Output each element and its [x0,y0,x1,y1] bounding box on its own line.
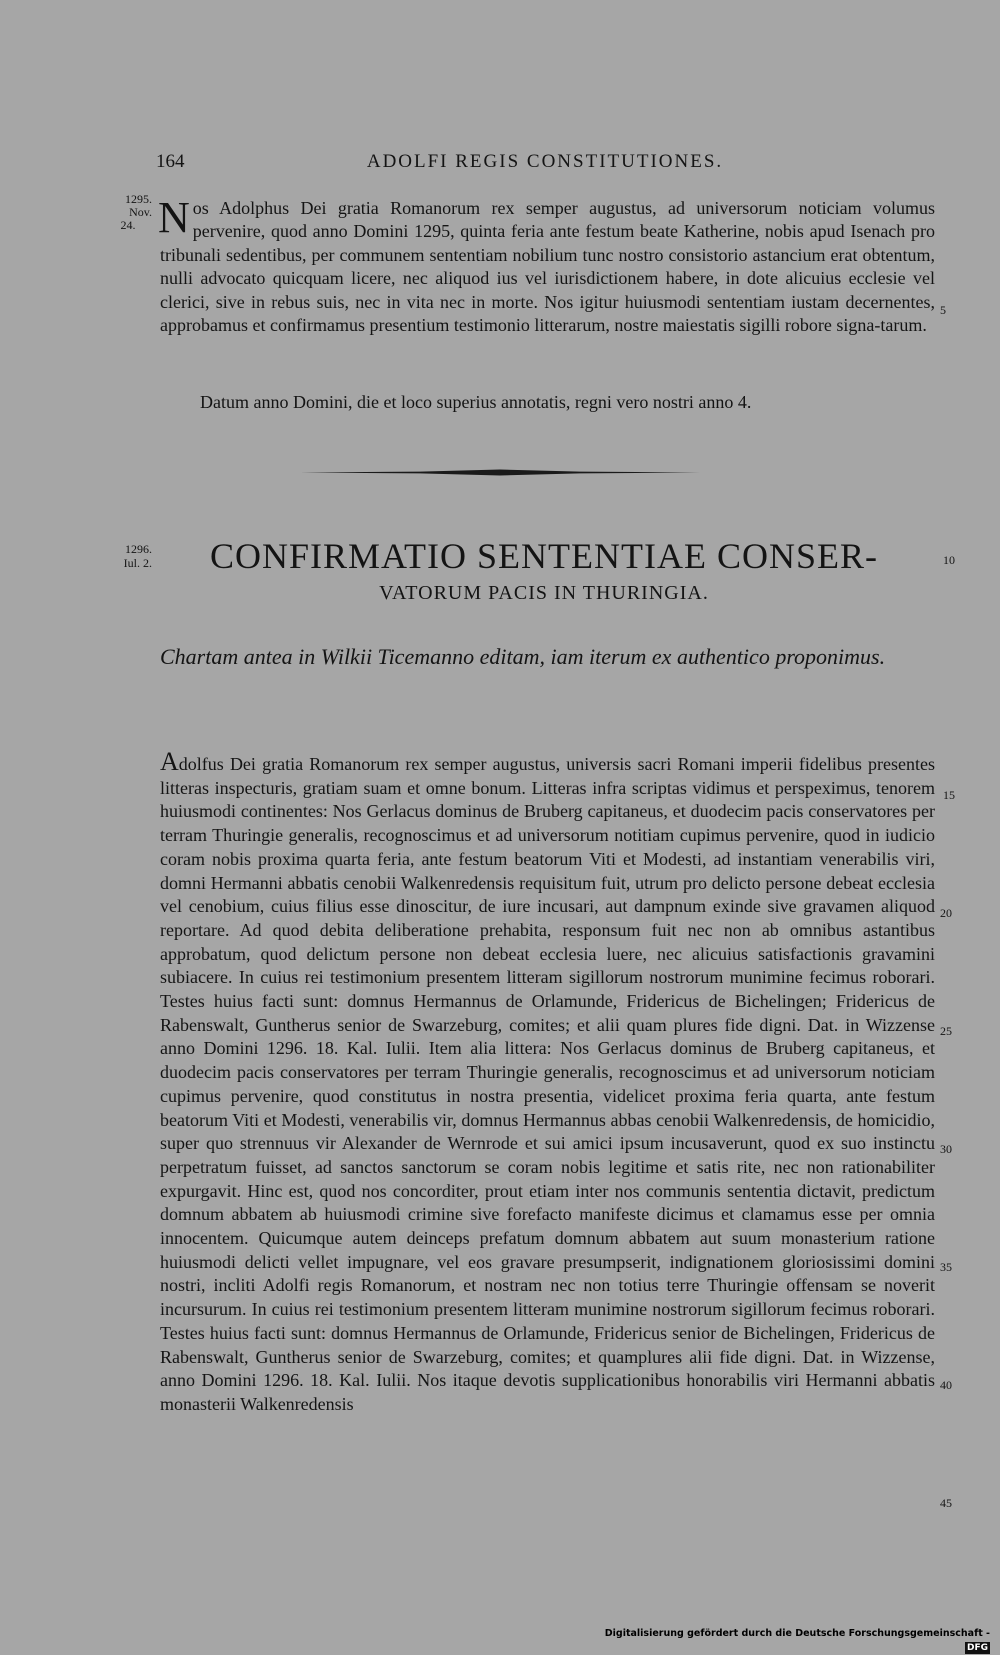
datum-line: Datum anno Domini, die et loco superius annotatis, regni vero nostri anno 4. [200,392,752,412]
line-number-35: 35 [940,1260,952,1274]
page-number: 164 [156,151,185,172]
line-number-5: 5 [940,303,946,317]
margin-year-1295: 1295. [125,192,152,206]
section-divider [300,469,700,476]
initial-a: A [160,747,179,776]
line-number-25: 25 [940,1024,952,1038]
charter-body: dolfus Dei gratia Romanorum rex semper augustus, universis sacri Romani imperii fidelibus presentes litteras inspecturis, gratiam suam et omne bonum. Litteras infra scriptas vidimus et perspeximus, tenorem huiusmodi continentes: Nos Gerlacus dominus de Bruberg capitaneus, et duodecim pacis conservatores per terram Thuringie generalis, recognoscimus et ad universorum notitiam cupimus pervenire, quod in iudicio coram nobis proxima quarta feria, ante festum beatorum Viti et Modesti, ad instantiam venerabilis viri, domni Hermanni abbatis cenobii Walkenredensis requisitum fuit, utrum pro delicto persone debeat ecclesia vel cenobium, cuius filius esse dinoscitur, de iure incusari, aut dampnum exinde sive gravamen aliquod reportare. Ad quod debita deliberatione prehabita, responsum fuit nec non ab omnibus astantibus approbatum, quod delictum persone non debeat ecclesia luere, nec alicuius satisfactionis gravamini subiacere. In cuius rei testimonium presentem litteram sigillorum nostrorum munimine fecimus roborari. Testes huius facti sunt: domnus Hermannus de Orlamunde, Fridericus de Bichelingen; Fridericus de Rabenswalt, Guntherus senior de Swarzeburg, comites; et alii quam plures fide digni. Dat. in Wizzense anno Domini 1296. 18. Kal. Iulii. Item alia littera: Nos Gerlacus dominus de Bruberg capitaneus, et duodecim pacis conservatores per terram Thuringie generalis, recognoscimus et ad universorum noticiam cupimus pervenire, quod constitutus in nostra presentia, videlicet proxima feria quarta, ante festum beatorum Viti et Modesti, venerabilis vir, domnus Hermannus abbas cenobii Walkenredensis, de homicidio, super quo strennuus vir Alexander de Wernrode et sui amici ipsum incusaverunt, quod ex suo instinctu perpetratum fuisset, ad sanctos sanctorum se coram nobis legitime et satis rite, nec non rationabiliter expurgavit. Hinc est, quod nos concorditer, prout etiam inter nos communis sententia dictavit, predictum domnum abbatem ab huiusmodi crimine sive forefacto manifeste dicimus et clamamus esse per omnia innocentem. Quicumque autem deinceps prefatum domnum abbatem aut suum monasterium ratione huiusmodi delicti vellet impugnare, vel eos gravare presumpserit, indignationem gloriosissimi domini nostri, incliti Adolfi regis Romanorum, et nostram nec non totius terre Thuringie offensam se noverit incursurum. In cuius rei testimonium presentem litteram munimine nostrorum sigillorum fecimus roborari. Testes huius facti sunt: domnus Hermannus de Orlamunde, Fridericus senior de Bichelingen, Fridericus de Rabenswalt, Guntherus senior de Swarzeburg, comites; et quamplures alii fide digni. Dat. in Wizzense, anno Domini 1296. 18. Kal. Iulii. Nos itaque devotis supplicationibus honorabilis viri Hermanni abbatis monasterii Walkenredensis [160,754,935,1414]
line-number-30: 30 [940,1142,952,1156]
line-number-45: 45 [940,1496,952,1510]
margin-month-nov: Nov. [129,205,152,219]
running-title: ADOLFI REGIS CONSTITUTIONES. [366,151,724,172]
line-number-10: 10 [943,553,955,567]
initial-n: N [158,193,190,242]
decree-text-1 [158,193,935,337]
margin-day-24: 24. [120,218,136,232]
line-number-15: 15 [943,788,955,802]
running-head [156,151,934,181]
line-number-40: 40 [940,1378,952,1392]
margin-date-iul: Iul. 2. [123,556,152,570]
line-number-20: 20 [940,906,952,920]
editorial-note: Chartam antea in Wilkii Ticemanno editam, iam iterum ex authentico proponimus. [160,644,886,669]
decree-body-1: os Adolphus Dei gratia Romanorum rex semper augustus, ad universorum noticiam volumus pervenire, quod anno Domini 1295, quinta feria ante festum beate Katherine, nobis apud Isenach pro tribunali sedentibus, per communem sententiam nobilium tunc nostro consistorio astancium erat obtentum, nulli advocato quicquam licere, nec aliquod ius vel iurisdictionem habere, in dote alicuius ecclesie vel clerici, sive in rebus suis, nec in vita nec in morte. Nos igitur huiusmodi sententiam iustam decernentes, approbamus et confirmamus presentium testimonio litterarum, nostre maiestatis sigilli robore signa-tarum. [160,198,935,336]
section-subtitle: VATORUM PACIS IN THURINGIA. [379,582,709,604]
charter-text [160,747,935,1417]
footer-text: Digitalisierung gefördert durch die Deutsche Forschungsgemeinschaft - [604,1628,990,1639]
margin-year-1296: 1296. [125,542,152,556]
section-title: CONFIRMATIO SENTENTIAE CONSER- [210,536,878,576]
dfg-logo: DFG [966,1642,988,1653]
digitization-footer [604,1627,990,1653]
